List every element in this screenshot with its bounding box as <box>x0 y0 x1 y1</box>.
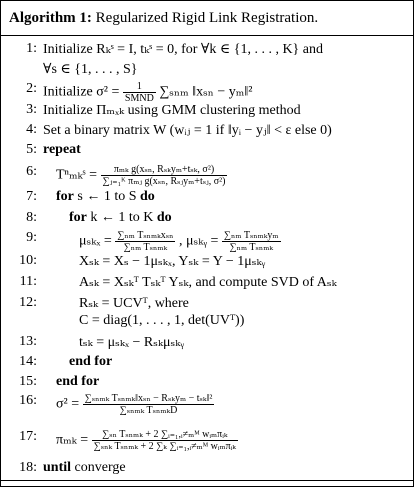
fraction <box>123 81 156 104</box>
line-number: 11: <box>19 274 37 289</box>
fraction-denominator: ∑ⱼ₌₁ᴷ πₘⱼ g(xₛₙ, Rₛⱼyₘ+tₛⱼ, σ²) <box>102 176 226 187</box>
keyword-do: do <box>140 189 155 204</box>
line-text: Aₛₖ = Xₛₖᵀ Tₛₖᵀ Yₛₖ, and compute SVD of Aₛₖ <box>79 275 337 290</box>
algorithm-line <box>1 102 413 124</box>
line-text: Initialize Rₖˢ = I, tₖˢ = 0, for ∀k ∈ {1, . . . , K} and <box>43 42 323 57</box>
keyword-until: until <box>43 460 72 475</box>
fraction <box>92 429 238 452</box>
fraction-denominator: SMND <box>124 93 154 104</box>
top-rule <box>1 35 413 36</box>
algorithm-line <box>1 122 413 144</box>
line-number: 13: <box>19 334 37 349</box>
keyword-for: for <box>56 189 74 204</box>
algorithm-line <box>1 274 413 296</box>
line-number: 12: <box>19 295 37 310</box>
line-text: Rₛₖ = UCVᵀ, where <box>79 296 189 311</box>
line-text-mid: , μₛₖᵧ = <box>178 233 219 249</box>
fraction <box>115 230 175 253</box>
line-number: 4: <box>26 122 37 137</box>
algorithm-title-text: Regularized Rigid Link Registration. <box>91 10 319 26</box>
line-number: 5: <box>26 142 37 157</box>
algorithm-line <box>1 253 413 275</box>
line-number: 10: <box>19 253 37 268</box>
line-text <box>43 81 252 104</box>
line-number: 6: <box>26 164 37 179</box>
fraction-denominator: ∑ₛₙₖ Tₛₙₘₖ + 2 ∑ₖ ∑ᵢ₌₁,ᵢ≠ₘᴹ wᵢₘπᵢₖ <box>93 441 236 452</box>
algorithm-line <box>1 393 413 415</box>
line-text <box>56 189 155 205</box>
fraction <box>83 393 215 416</box>
algorithm-line <box>1 210 413 232</box>
line-text <box>43 460 126 476</box>
line-text-pre: Initialize σ² = <box>43 84 120 100</box>
algorithm-line <box>1 334 413 356</box>
line-number: 14: <box>19 354 37 369</box>
fraction-numerator: ∑ₙₘ Tₛₙₘₖxₛₙ <box>117 230 174 241</box>
loop-range: s ← 1 to S <box>73 189 141 204</box>
keyword-do: do <box>156 210 172 225</box>
fraction-denominator: ∑ₛₙₘₖ TₛₙₘₖD <box>119 405 178 416</box>
line-number: 17: <box>19 429 37 444</box>
line-text <box>69 210 172 226</box>
line-number: 16: <box>19 393 37 408</box>
loop-range: k ← 1 to K <box>86 210 157 225</box>
line-text: Initialize Πₘₓₖ using GMM clustering method <box>43 103 301 118</box>
fraction-denominator: ∑ₙₘ Tₛₙₘₖ <box>123 242 168 253</box>
algorithm-line <box>1 142 413 164</box>
line-number: 9: <box>26 230 37 245</box>
fraction-numerator: 1 <box>123 81 156 93</box>
keyword-end-for: end for <box>69 354 113 369</box>
algorithm-line <box>1 354 413 376</box>
fraction-numerator: πₘₖ g(xₛₙ, Rₛₖyₘ+tₛₖ, σ²) <box>101 164 228 176</box>
line-text-pre: μₛₖₓ = <box>79 233 112 249</box>
line-number: 2: <box>26 81 37 96</box>
bottom-rule <box>1 480 413 481</box>
line-number: 7: <box>26 189 37 204</box>
algorithm-title-label: Algorithm 1: <box>9 10 92 26</box>
fraction-numerator: ∑ₛₙₘₖ Tₛₙₘₖ‖xₛₙ − Rₛₖyₘ − tₛₖ‖² <box>84 393 213 404</box>
line-text-pre: πₘₖ = <box>56 432 89 448</box>
line-text: ∀s ∈ {1, . . . , S} <box>43 62 138 77</box>
line-text-post: ∑ₛₙₘ ‖xₛₙ − yₘ‖² <box>159 84 253 100</box>
algorithm-line <box>1 313 413 335</box>
algorithm-line <box>1 164 413 186</box>
fraction-numerator: ∑ₙₘ Tₛₙₘₖyₘ <box>223 230 279 241</box>
line-number: 18: <box>19 460 37 475</box>
keyword-repeat: repeat <box>43 142 81 157</box>
line-number: 1: <box>26 41 37 56</box>
line-text <box>56 429 238 452</box>
algorithm-line <box>1 189 413 211</box>
line-number: 3: <box>26 102 37 117</box>
algorithm-line <box>1 230 413 252</box>
algorithm-title <box>9 10 318 27</box>
fraction <box>222 230 281 253</box>
until-condition: converge <box>71 460 126 475</box>
line-text: Set a binary matrix W (wᵢⱼ = 1 if ‖yᵢ − yⱼ‖ < ε else 0) <box>43 123 332 138</box>
keyword-end-for: end for <box>56 374 100 389</box>
line-text-pre: σ² = <box>56 396 80 412</box>
fraction-denominator: ∑ₙₘ Tₛₙₘₖ <box>229 242 273 253</box>
keyword-for: for <box>69 210 87 225</box>
line-text: Xₛₖ = Xₛ − 1μₛₖₓ, Yₛₖ = Y − 1μₛₖᵧ <box>79 254 266 269</box>
line-text <box>56 393 214 416</box>
algorithm-line <box>1 41 413 63</box>
line-text: tₛₖ = μₛₖₓ − Rₛₖμₛₖᵧ <box>79 335 185 350</box>
algorithm-line <box>1 81 413 103</box>
fraction <box>101 164 228 187</box>
algorithm-line <box>1 429 413 451</box>
fraction-numerator: ∑ₛₙ Tₛₙₘₖ + 2 ∑ᵢ₌₁,ᵢ≠ₘᴹ wᵢₘπᵢₖ <box>92 429 238 441</box>
line-text: C = diag(1, . . . , 1, det(UVᵀ)) <box>79 313 245 328</box>
line-text <box>79 230 281 253</box>
line-text-pre: Tⁿₘₖˢ = <box>56 167 98 183</box>
line-text <box>56 164 227 187</box>
algorithm-line <box>1 61 413 83</box>
line-number: 15: <box>19 374 37 389</box>
line-number: 8: <box>26 210 37 225</box>
algorithm-line <box>1 460 413 482</box>
